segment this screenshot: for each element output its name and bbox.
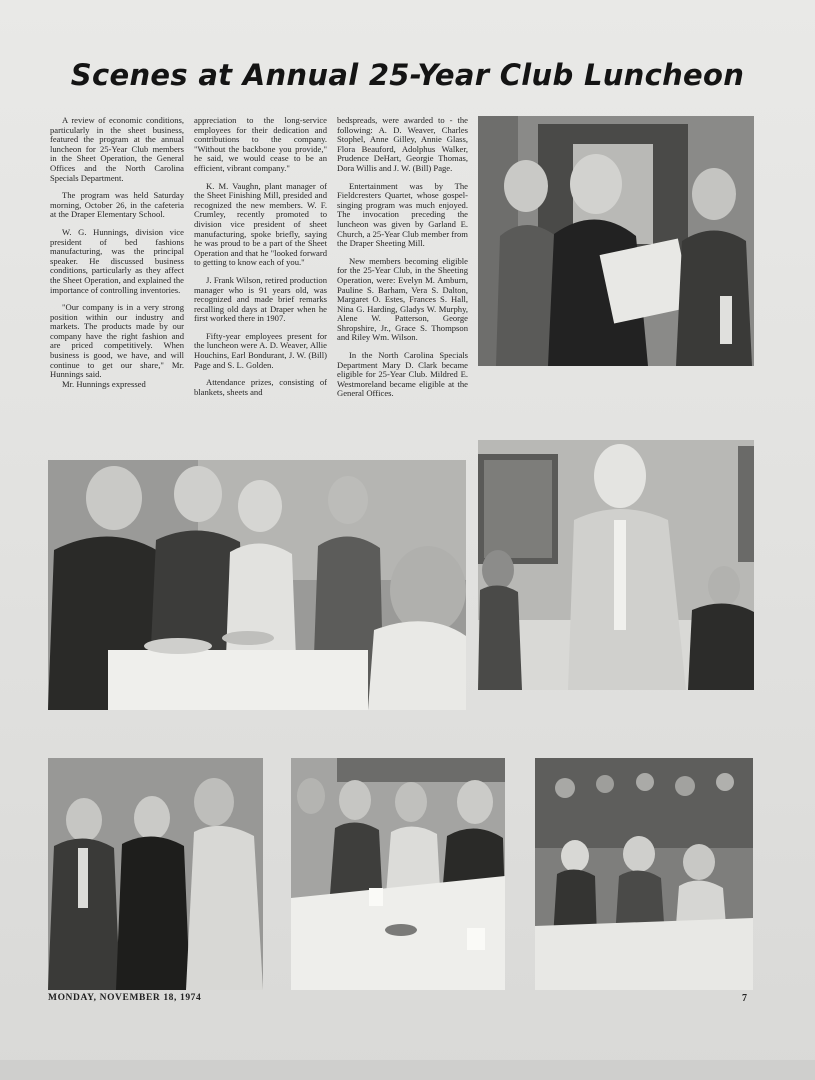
paragraph: In the North Carolina Specials Department Mary D. Clark became eligible for 25-Year Club. Mildred E. Westmoreland became eligible at the General Offices. (337, 350, 468, 399)
page-number: 7 (742, 993, 747, 1004)
paragraph: "Our company is in a very strong position within our industry and markets. The products made by our company have the right fashion and are priced competitively. When business is good, we have, and will continue to get our share," Mr. Hunnings said. (50, 302, 184, 380)
photo-speaker (478, 440, 754, 690)
article-column-2 (194, 116, 327, 405)
paragraph: Fifty-year employees present for the luncheon were A. D. Weaver, Allie Houchins, Earl Bondurant, J. W. (Bill) Page and S. L. Golden. (194, 330, 327, 370)
paragraph: Mr. Hunnings expressed (62, 378, 146, 389)
footer-date: MONDAY, NOVEMBER 18, 1974 (48, 993, 202, 1003)
photo-women-at-table (291, 758, 505, 990)
paragraph: The program was held Saturday morning, October 26, in the cafeteria at the Draper Elementary School. (50, 190, 184, 220)
page-bottom-edge (0, 1060, 815, 1080)
paragraph: New members becoming eligible for the 25-Year Club, in the Sheeting Operation, were: Evelyn M. Amburn, Pauline S. Barham, Vera S. Dalton, Margaret O. Estes, Frances S. Hall, Nina G. Harding, Gladys W. Murphy, Alene W. Patterson, George Shropshire, Jr., Grace S. Thompson and Riley Wm. Wilson. (337, 255, 468, 343)
headline: Scenes at Annual 25-Year Club Luncheon (70, 58, 745, 92)
paragraph: Entertainment was by The Fieldcresters Quartet, whose gospel-singing program was much enjoyed. The invocation preceding the luncheon was given by Garland E. Church, a 25-Year Club member from the Draper Sheeting Mill. (337, 180, 468, 249)
paragraph: Attendance prizes, consisting of blankets, sheets and (194, 377, 327, 397)
photo-crowd-image (535, 758, 753, 990)
paragraph: appreciation to the long-service employees for their dedication and contributions to the company. "Without the backbone you provide," he said, we would cease to be an efficient, vibrant company." (194, 115, 327, 173)
photo-presentation-image (478, 116, 754, 366)
photo-three-men-image (48, 758, 263, 990)
paragraph: W. G. Hunnings, division vice president of bed fashions manufacturing, was the principal speaker. He discussed business conditions, particularly as they affect the Sheet Operation, and explained the importance of controlling inventories. (50, 226, 184, 295)
photo-crowd (535, 758, 753, 990)
photo-food-line (48, 460, 466, 710)
photo-women-at-table-image (291, 758, 505, 990)
paragraph: K. M. Vaughn, plant manager of the Sheet Finishing Mill, presided and recognized the new members. W. F. Crumley, recently promoted to division vice president of sheet manufacturing, spoke briefly, saying he was proud to be a part of the Sheet Operation and that he "looked forward to getting to know each of you." (194, 180, 327, 268)
photo-three-men (48, 758, 263, 990)
photo-speaker-image (478, 440, 754, 690)
photo-food-line-image (48, 460, 466, 710)
article-column-3 (337, 116, 468, 407)
paragraph: A review of economic conditions, particularly in the sheet business, featured the program at the annual luncheon for 25-Year Club members in the Sheet Operation, the General Offices and the North Carolina Specials Department. (50, 115, 184, 183)
article-column-1 (50, 116, 184, 397)
paragraph: J. Frank Wilson, retired production manager who is 91 years old, was recognized and made brief remarks recalling old days at Draper when he first worked there in 1907. (194, 274, 327, 324)
paragraph: bedspreads, were awarded to - the following: A. D. Weaver, Charles Stophel, Anne Gilley, Annie Glass, Flora Beauford, Adolphus Walker, Prudence DeHart, Georgie Thomas, Dora Willis and J. W. (Bill) Page. (337, 115, 468, 173)
photo-presentation (478, 116, 754, 366)
